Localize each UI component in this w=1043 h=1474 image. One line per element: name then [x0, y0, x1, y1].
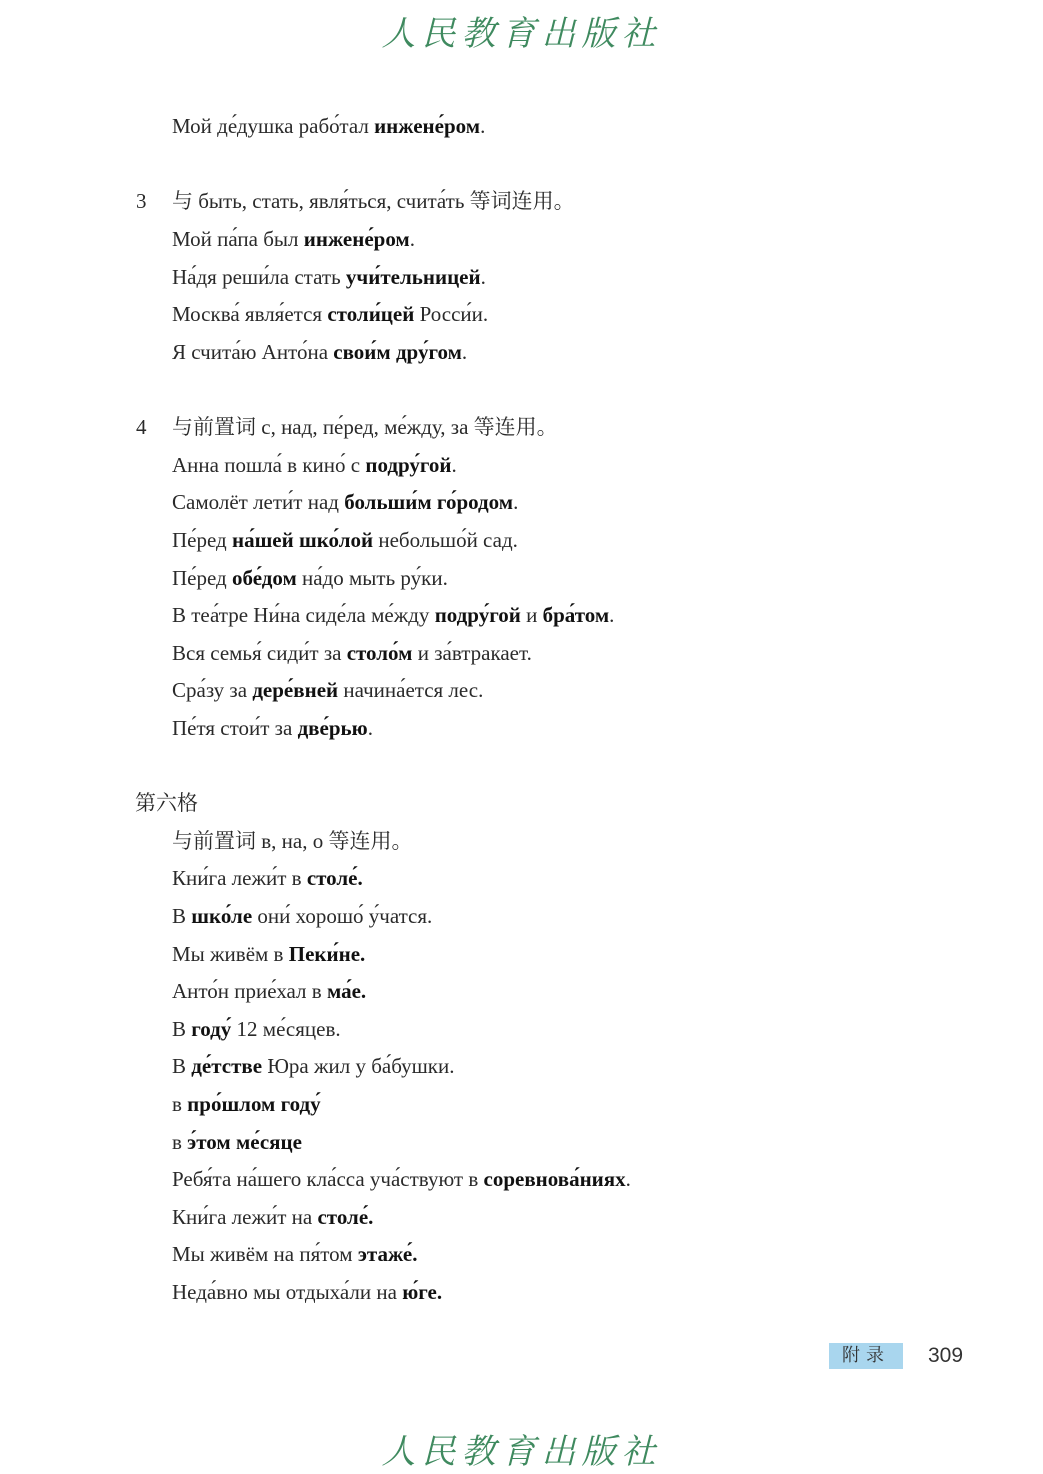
- text-run: В: [172, 904, 192, 928]
- emphasized-word: бра́том: [542, 603, 610, 627]
- example-sentence: [172, 301, 488, 327]
- text-run: Пе́ред: [172, 566, 232, 590]
- text-run: .: [409, 227, 415, 251]
- example-sentence: [172, 113, 485, 139]
- text-run: и за́втракает.: [412, 641, 532, 665]
- emphasized-word: соревнова́ниях: [483, 1167, 626, 1191]
- text-run: 与前置词 в, на, о 等连用。: [172, 829, 413, 853]
- text-run: Кни́га лежи́т на: [172, 1205, 318, 1229]
- emphasized-word: обе́дом: [231, 566, 297, 590]
- text-run: .: [451, 453, 457, 477]
- text-run: небольшо́й сад.: [373, 528, 518, 552]
- text-run: и: [520, 603, 543, 627]
- text-run: Юра жил у ба́бушки.: [262, 1054, 455, 1078]
- emphasized-word: на́шей шко́лой: [231, 528, 374, 552]
- text-run: Пе́ред: [172, 528, 232, 552]
- example-sentence: [172, 640, 532, 666]
- example-phrase: [172, 1091, 321, 1117]
- text-run: .: [513, 490, 519, 514]
- text-run: Анто́н прие́хал в: [172, 979, 327, 1003]
- text-run: Росси́и.: [414, 302, 489, 326]
- emphasized-word: учи́тельницей: [345, 265, 481, 289]
- example-sentence: [172, 1279, 442, 1305]
- text-run: .: [461, 340, 468, 364]
- example-sentence: [172, 339, 467, 365]
- case-heading: 第六格: [135, 791, 198, 815]
- example-sentence: [172, 677, 483, 703]
- example-sentence: [172, 452, 457, 478]
- text-run: 与 быть, стать, явля́ться, счита́ть 等词连用。: [172, 189, 575, 213]
- example-sentence: [172, 489, 518, 515]
- text-run: Пе́тя стои́т за: [172, 716, 298, 740]
- text-run: Ребя́та на́шего кла́сса уча́ствуют в: [172, 1167, 484, 1191]
- text-run: Самолёт лети́т над: [172, 490, 345, 514]
- emphasized-word: про́шлом году́: [187, 1092, 321, 1116]
- example-phrase: [172, 1129, 302, 1155]
- text-run: .: [367, 716, 373, 740]
- text-run: Мой па́па был: [172, 227, 304, 251]
- emphasized-word: столи́цей: [327, 302, 415, 326]
- emphasized-word: Пеки́не.: [288, 942, 366, 966]
- example-sentence: [172, 565, 448, 591]
- text-run: начина́ется лес.: [338, 678, 484, 702]
- emphasized-word: подру́гой: [434, 603, 521, 627]
- publisher-logo: 人民教育出版社: [381, 1432, 662, 1472]
- emphasized-word: этаже́.: [357, 1242, 418, 1266]
- example-sentence: [172, 602, 614, 628]
- emphasized-word: дере́вней: [252, 678, 339, 702]
- appendix-label: 附录: [829, 1343, 903, 1369]
- text-run: Мы живём на пя́том: [172, 1242, 358, 1266]
- text-run: 12 ме́сяцев.: [231, 1017, 341, 1041]
- text-run: На́дя реши́ла стать: [172, 265, 346, 289]
- section-rule: [172, 414, 558, 440]
- publisher-logo: 人民教育出版社: [381, 14, 662, 54]
- example-sentence: [172, 865, 363, 891]
- emphasized-word: больши́м го́родом: [344, 490, 514, 514]
- example-sentence: [172, 978, 366, 1004]
- section-number: 3: [136, 189, 147, 213]
- example-sentence: [172, 1241, 417, 1267]
- emphasized-word: столо́м: [346, 641, 413, 665]
- text-run: Мой де́душка рабо́тал: [172, 114, 375, 138]
- text-run: в: [172, 1092, 188, 1116]
- section-number: 4: [136, 415, 147, 439]
- text-run: Мы живём в: [172, 942, 289, 966]
- text-run: В: [172, 1017, 192, 1041]
- text-run: Москва́ явля́ется: [172, 302, 328, 326]
- text-run: Сра́зу за: [172, 678, 253, 702]
- example-sentence: [172, 264, 486, 290]
- example-sentence: [172, 715, 373, 741]
- text-run: В теа́тре Ни́на сиде́ла ме́жду: [172, 603, 435, 627]
- emphasized-word: ма́е.: [326, 979, 367, 1003]
- example-sentence: [172, 941, 365, 967]
- emphasized-word: инжене́ром: [374, 114, 481, 138]
- text-run: .: [480, 265, 486, 289]
- example-sentence: [172, 226, 415, 252]
- emphasized-word: году́: [191, 1017, 232, 1041]
- emphasized-word: инжене́ром: [303, 227, 410, 251]
- text-run: Кни́га лежи́т в: [172, 866, 307, 890]
- example-sentence: [172, 1053, 454, 1079]
- text-run: 与前置词 с, над, пе́ред, ме́жду, за 等连用。: [172, 415, 558, 439]
- emphasized-word: э́том ме́сяце: [187, 1130, 302, 1154]
- text-run: Вся семья́ сиди́т за: [172, 641, 347, 665]
- example-sentence: [172, 1166, 631, 1192]
- example-sentence: [172, 903, 432, 929]
- emphasized-word: ю́ге.: [402, 1280, 443, 1304]
- emphasized-word: две́рью: [297, 716, 368, 740]
- emphasized-word: свои́м дру́гом: [333, 340, 462, 364]
- emphasized-word: шко́ле: [191, 904, 253, 928]
- text-run: Я счита́ю Анто́на: [172, 340, 334, 364]
- emphasized-word: столе́.: [317, 1205, 374, 1229]
- text-run: на́до мыть ру́ки.: [296, 566, 448, 590]
- page-number: 309: [928, 1344, 964, 1367]
- section-rule: [172, 828, 412, 854]
- section-rule: [172, 188, 575, 214]
- text-run: Неда́вно мы отдыха́ли на: [172, 1280, 403, 1304]
- example-sentence: [172, 1204, 373, 1230]
- example-sentence: [172, 1016, 341, 1042]
- text-run: .: [480, 114, 486, 138]
- text-run: Анна пошла́ в кино́ с: [172, 453, 366, 477]
- example-sentence: [172, 527, 518, 553]
- emphasized-word: подру́гой: [365, 453, 452, 477]
- text-run: .: [609, 603, 615, 627]
- text-run: .: [625, 1167, 631, 1191]
- text-run: они́ хорошо́ у́чатся.: [252, 904, 433, 928]
- text-run: В: [172, 1054, 192, 1078]
- emphasized-word: де́тстве: [191, 1054, 263, 1078]
- text-run: в: [172, 1130, 188, 1154]
- emphasized-word: столе́.: [306, 866, 363, 890]
